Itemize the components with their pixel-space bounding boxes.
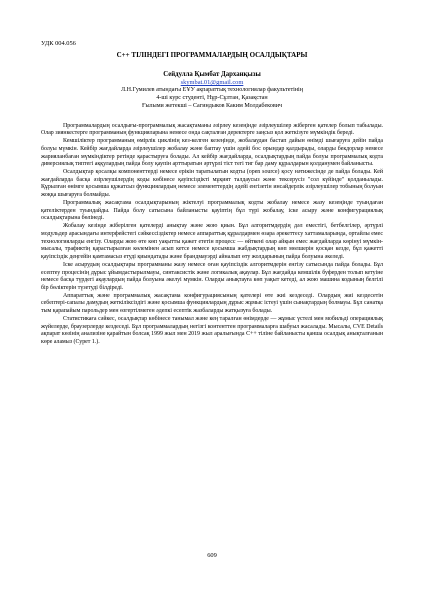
paragraph: Кемшіліктер программаның өмірлік циклінің кез-келген кезеңінде, жобалаудан бастап дайын өнімді шығаруға дейін пайда болуы мүмкін. Кейбір жағдайларда әзірлеушілер жобалау және баптау үшін әдейі бос орындар қалдырады, оларды бекдорлар немесе жарияланбаған мүмкіндіктер ретінде қарастыруға болады. Ал кейбір жағдайларда, осалдықтардың пайда болуы программалық кодта диверсиялық типтегі аққулардың пайда болу қаупін арттыратын әртүрлі тіст тегі тиг бар даму құралдарын қолданумен байланысты. <box>41 138 383 168</box>
paragraph: Аппараттық және программалық жасақтама конфигурациясының қателері өте жиі кездеседі. Олардың жиі кездесетін себептері-сапалы дамудың жеткіліксіздігі және қосымша функциялардың дұрыс жұмыс істеуі үшін сынақтардың болмауы. Бұл санатқа тым қарапайым парольдер мен өзгертілмеген әдепкі есептік жазбаларды жатқызуға болады. <box>41 292 383 314</box>
udk-code: УДК 004.056 <box>41 40 76 47</box>
author-affiliation-line-2: 4-ші курс студенті, Нұр-Сұлтан, Қазақстан <box>156 94 268 101</box>
author-email-link[interactable]: skymbat.01@gmail.com <box>180 79 244 86</box>
author-affiliation-line-1: Л.Н.Гумилев атындағы ЕҰУ ақпараттық технологиялар факультетінің <box>120 87 304 93</box>
supervisor: Ғылыми жетекші – Сагиндыков Каким Молдабекович <box>141 102 283 109</box>
page-number: 609 <box>207 552 217 559</box>
paragraph: Жобалау кезінде жіберілген қателерді анықтау және жою қиын. Бұл алгоритмдердің дәл еместігі, бетбелгілер, әртүрлі модульдер арасындағы интерфейстегі сәйкессіздіктер немесе аппараттық құралдармен өзара әрекеттесу хаттамаларында, ортайлы емес технологияларды енгізу. Оларды жою өте көп уақытты қажет ететін процесс — өйткені олар айқын емес жағдайларда көрінуі мүмкін-мысалы, трафиктің қарастырылған көлемінен асып кетсе немесе қосымша жабдықтардың көп мөлшерін қосқан кезде, бұл қажетті қауіпсіздік деңгейін қамтамасыз етуді қиындатады және брандмауэрді айналып өту жолдарының пайда болуына әкеледі. <box>41 223 383 260</box>
paragraph: Осалдықтар қосалқы компоненттерді немесе ерікін таратылатын кодты (open source) қосу нәтижесінде де пайда болады. Кей жағдайларда басқа әзірлеушілердің коды көбінесе қауіпсіздікті мұқият талдаусыз және тексерусіз "сол күйінде" қолданылады. Құрылған өнімге қосымша құжатсыз функциялардың немесе элементтердің әдейі енгізетін инсайдерлік әзірлеушілер тобының болуын жоққа шығаруға болмайды. <box>41 169 383 199</box>
author-name: Сейдулла Қымбат Дарханқызы <box>163 71 261 78</box>
paper-title: С++ ТІЛІНДЕГІ ПРОГРАММАЛАРДЫҢ ОСАЛДЫҚТАРЫ <box>116 51 308 59</box>
body-text <box>41 123 383 347</box>
paragraph: Іске асырудың осалдықтары программаны жазу немесе оған қауіпсіздік алгоритмдерін енгізу сатысында пайда болады. Бұл есептеу процесінің дұрыс ұйымдастырылмауы, синтаксистік және логикалық ақаулар. Бұл жағдайда кемшілік буферден толып кетуіне немесе басқа түрдегі ақаулардың пайда болуына әкелуі мүмкін. Оларды анықтауға көп уақыт кетеді, ал жою машина кодының белгілі бір бөліктерін түзетуді білдіреді. <box>41 261 383 291</box>
paragraph: Программалардың осалдығы-программалық жасақтаманы әзірлеу кезеңінде әзірлеушілер жіберген қателер болып табылады. Олар зиянкестерге программаның функцияларына немесе онда сақталған деректерге заңсыз қол жеткізуге мүмкіндік береді. <box>41 122 383 137</box>
paragraph: Статистикаға сәйкес, осалдықтар көбінесе танымал және кең таралған өнімдерде — жұмыс үстелі мен мобильді операциялық жүйелерде, браузерлерде кездеседі. Бұл программалардың негізгі контенттен программаларға шабуыл жасалады. Мысалы, CVE Details ақпарат көзінің анализіне қарайтын болсақ 1999 жыл мен 2019 жыл аралығында С++ тіліне байланысты қанша осалдық анықталғанын көре аламыз (Сурет 1.). <box>41 316 383 345</box>
paragraph: Программалық жасақтама осалдықтарының жіктелуі программалық кодты жобалау немесе жазу кезеңінде туындаған қателіктерден туындайды. Пайда болу сатысына байланысты қауіптің бұл түрі жобалау, іске асыру және конфигурациялық осалдықтарына бөлінеді. <box>41 200 383 222</box>
